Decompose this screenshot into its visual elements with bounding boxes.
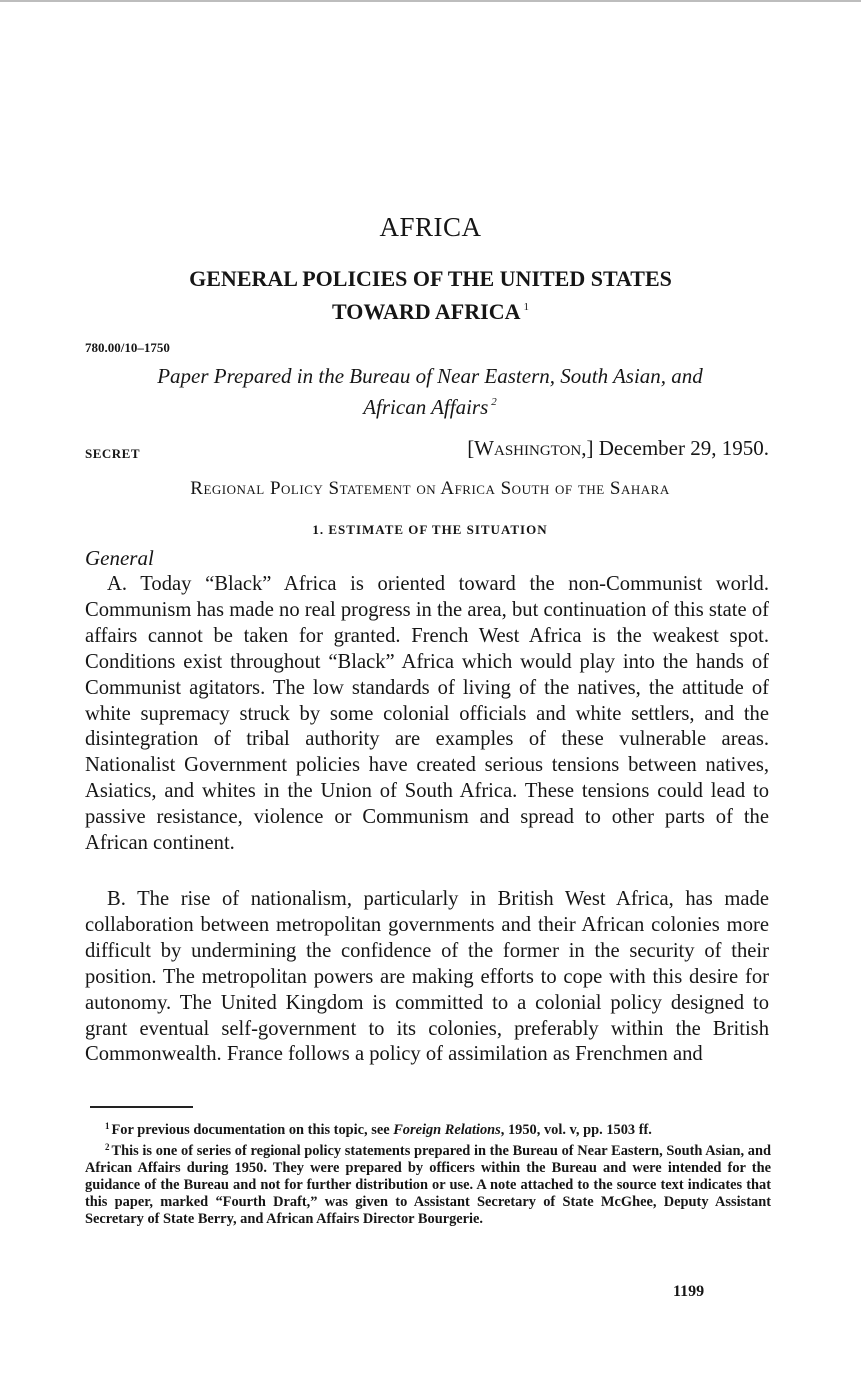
footnote-2-mark: 2	[105, 1142, 110, 1153]
document-title-line-1: GENERAL POLICIES OF THE UNITED STATES	[189, 266, 672, 291]
top-border-line	[0, 0, 861, 2]
document-title	[0, 265, 861, 326]
footnote-1-text-before: For previous documentation on this topic, see	[111, 1122, 394, 1138]
footnote-divider	[90, 1106, 193, 1108]
subtitle-line-2-text: African Affairs	[363, 395, 489, 419]
footnote-1-mark: 1	[105, 1121, 110, 1131]
subtitle-line-1: Paper Prepared in the Bureau of Near Eastern, South Asian, and	[157, 364, 703, 388]
footnote-ref-2[interactable]: 2	[491, 396, 497, 408]
footnote-ref-1[interactable]: 1	[523, 301, 529, 313]
footnote-1-italic: Foreign Relations	[393, 1122, 501, 1138]
document-title-line-2	[0, 293, 861, 326]
document-title-line-2-text: TOWARD AFRICA	[332, 299, 521, 324]
paragraph-a: A. Today “Black” Africa is oriented toward the non-Communist world. Communism has made no real progress in the area, but continuation of this state of affairs cannot be taken for granted. French West Africa is the weakest spot. Conditions exist throughout “Black” Africa which would play into the hands of Communist agitators. The low standards of living of the natives, the attitude of white supremacy struck by some colonial officials and white settlers, and the disintegration of tribal authority are examples of these vulnerable areas. Nationalist Government policies have created serious tensions between natives, Asiatics, and whites in the Union of South Africa. These tensions could lead to passive resistance, violence or Communism and spread to other parts of the African continent.	[85, 573, 769, 855]
footnote-1-text-after: , 1950, vol. v, pp. 1503 ff.	[500, 1122, 652, 1138]
file-number: 780.00/10–1750	[85, 340, 170, 355]
page-number: 1199	[673, 1283, 705, 1300]
footnotes	[85, 1118, 771, 1229]
footnote-2	[85, 1139, 771, 1228]
dateline-place: [Washington,]	[467, 436, 594, 460]
subtitle-line-2	[85, 389, 775, 420]
policy-statement-title: Regional Policy Statement on Africa South of the Sahara	[190, 478, 670, 499]
dateline-date: December 29, 1950.	[598, 436, 769, 460]
classification-label: SECRET	[85, 446, 141, 461]
footnote-2-text: This is one of series of regional policy statements prepared in the Bureau of Near Eastern, South Asian, and African Affairs during 1950. They were prepared by officers within the Bureau and were intended for the guidance of the Bureau and not for further distribution or use. A note attached to the source text indicates that this paper, marked “Fourth Draft,” was given to Assistant Secretary of State McGhee, Deputy Assistant Secretary of State Berry, and African Affairs Director Bourgerie.	[85, 1143, 771, 1228]
section-heading: 1. ESTIMATE OF THE SITUATION	[312, 522, 548, 537]
section-title: AFRICA	[379, 212, 482, 242]
footnote-1	[85, 1118, 771, 1139]
document-subtitle	[85, 363, 775, 420]
paragraph-b: B. The rise of nationalism, particularly in British West Africa, has made collaboration between metropolitan governments and their African colonies more difficult by undermining the confidence of the former in the security of their position. The metropolitan powers are making efforts to cope with this desire for autonomy. The United Kingdom is committed to a colonial policy designed to grant eventual self-government to its colonies, preferably within the British Commonwealth. France follows a policy of assimilation as Frenchmen and	[85, 888, 769, 1066]
dateline	[467, 436, 769, 461]
subheading-general: General	[85, 546, 154, 570]
